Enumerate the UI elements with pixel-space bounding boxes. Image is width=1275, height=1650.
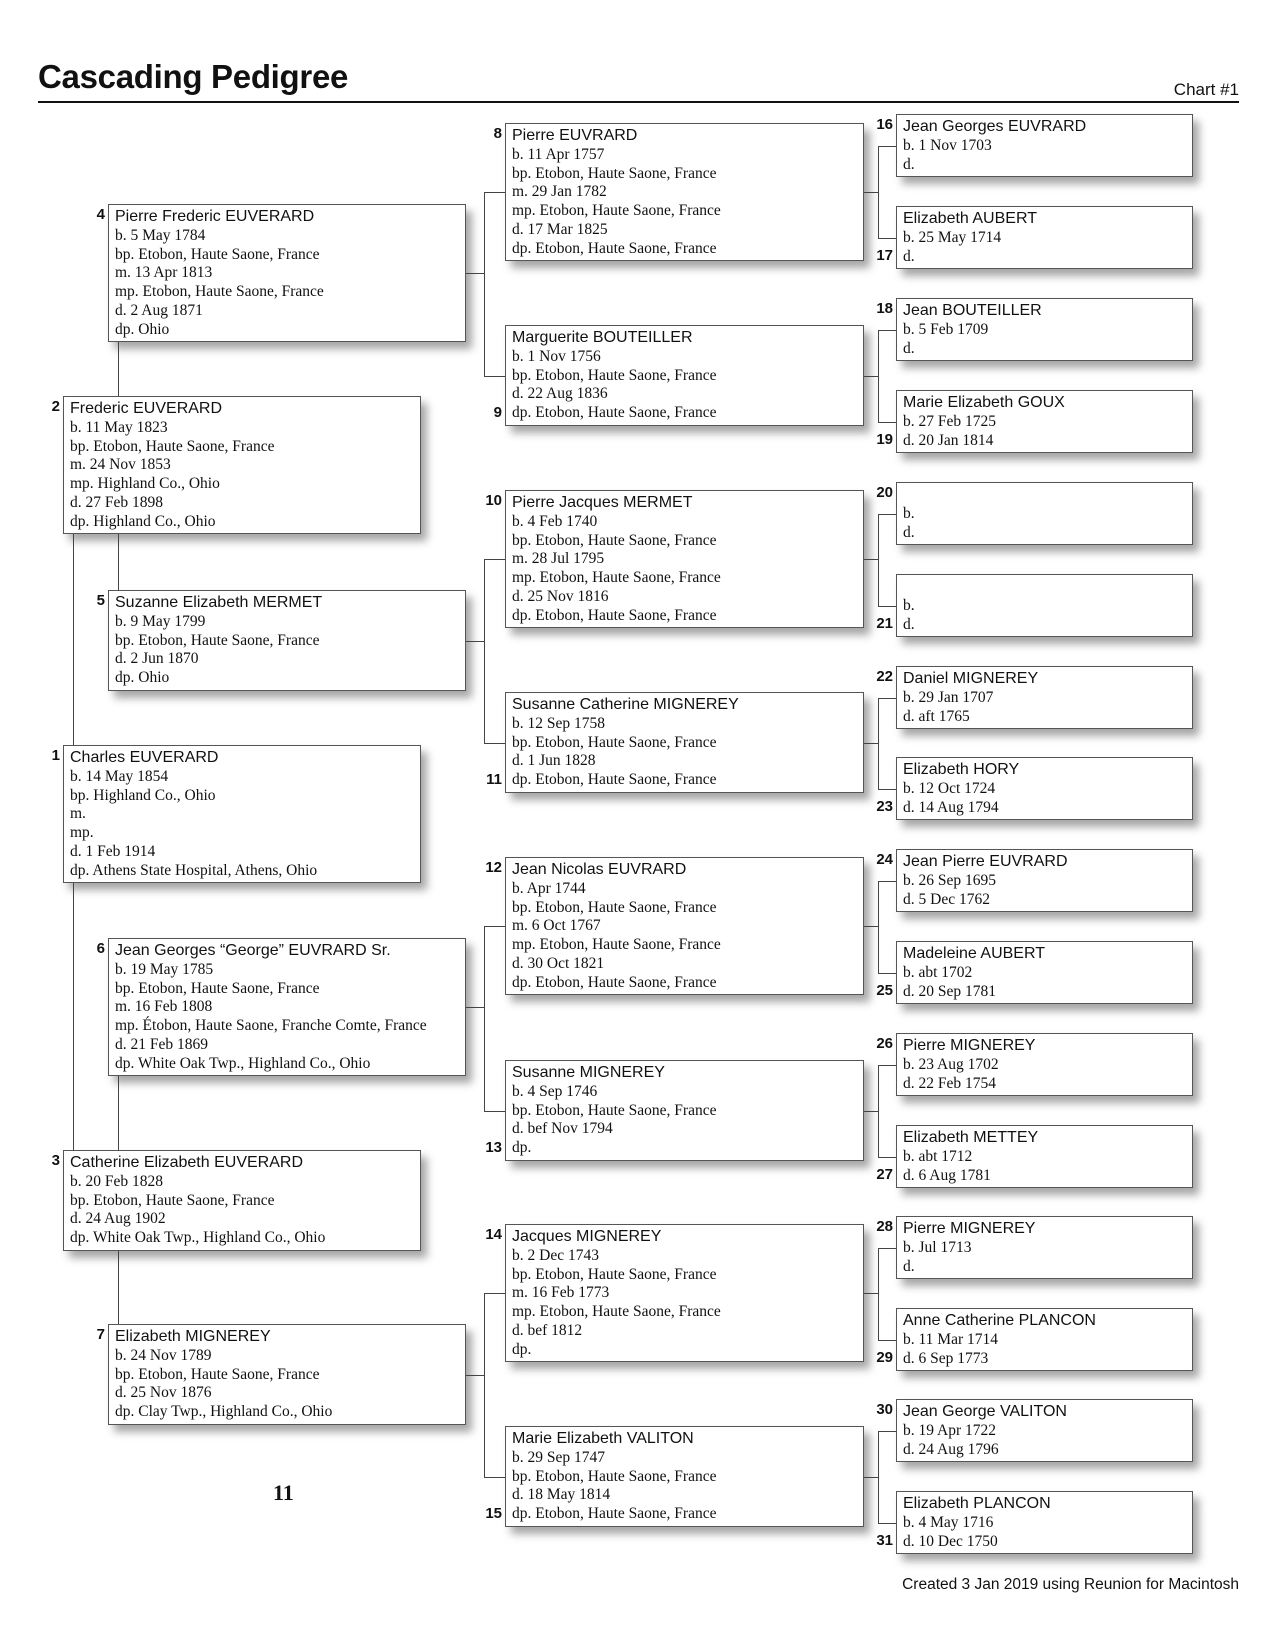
person-detail: b. 11 Mar 1714 xyxy=(903,1331,998,1348)
person-name: Anne Catherine PLANCON xyxy=(903,1312,1096,1329)
person-box-16[interactable] xyxy=(896,114,1193,177)
ahnentafel-number: 12 xyxy=(485,859,502,876)
connector-line xyxy=(878,1340,896,1341)
person-detail: b. 1 Nov 1703 xyxy=(903,137,992,154)
person-detail: d. 24 Aug 1902 xyxy=(70,1210,166,1228)
person-detail: bp. Etobon, Haute Saone, France xyxy=(115,245,320,263)
person-box-12[interactable] xyxy=(505,857,864,995)
person-detail: bp. Etobon, Haute Saone, France xyxy=(512,1265,717,1283)
ahnentafel-number: 22 xyxy=(876,668,893,685)
person-detail: dp. xyxy=(512,1139,532,1157)
connector-line xyxy=(73,883,74,1150)
person-box-10[interactable] xyxy=(505,490,864,628)
ahnentafel-number: 8 xyxy=(493,125,502,142)
connector-line xyxy=(864,926,878,927)
connector-line xyxy=(878,422,896,423)
connector-line xyxy=(878,146,896,147)
person-detail: dp. Etobon, Haute Saone, France xyxy=(512,771,717,789)
person-detail: b. 5 May 1784 xyxy=(115,227,206,244)
person-detail: d. 2 Aug 1871 xyxy=(115,301,203,319)
person-detail: b. 20 Feb 1828 xyxy=(70,1173,163,1190)
person-box-14[interactable] xyxy=(505,1224,864,1362)
title-rule xyxy=(38,101,1239,103)
person-detail: d. 21 Feb 1869 xyxy=(115,1035,208,1053)
person-detail: dp. Etobon, Haute Saone, France xyxy=(512,1505,717,1523)
ahnentafel-number: 29 xyxy=(876,1349,893,1366)
person-box-22[interactable] xyxy=(896,666,1193,729)
connector-line xyxy=(466,641,484,642)
footer-created: Created 3 Jan 2019 using Reunion for Macintosh xyxy=(902,1576,1239,1593)
person-box-19[interactable] xyxy=(896,390,1193,453)
connector-line xyxy=(118,342,119,396)
ahnentafel-number: 31 xyxy=(876,1532,893,1549)
person-detail: b. 11 Apr 1757 xyxy=(512,146,605,163)
person-detail: bp. Etobon, Haute Saone, France xyxy=(512,164,717,182)
person-detail: b. 1 Nov 1756 xyxy=(512,348,601,365)
person-detail: m. 28 Jul 1795 xyxy=(512,550,605,568)
connector-line xyxy=(878,881,896,882)
person-name: Madeleine AUBERT xyxy=(903,945,1045,962)
person-detail: bp. Etobon, Haute Saone, France xyxy=(512,366,717,384)
person-detail: dp. Etobon, Haute Saone, France xyxy=(512,606,717,624)
person-box-13[interactable] xyxy=(505,1060,864,1161)
person-detail: dp. Etobon, Haute Saone, France xyxy=(512,239,717,257)
connector-line xyxy=(484,926,485,1111)
person-detail: b. 4 May 1716 xyxy=(903,1514,994,1531)
connector-line xyxy=(484,1293,505,1294)
person-detail: b. xyxy=(903,597,915,614)
person-detail: mp. Etobon, Haute Saone, France xyxy=(512,569,721,587)
person-detail: b. 19 Apr 1722 xyxy=(903,1422,996,1439)
person-detail: d. 14 Aug 1794 xyxy=(903,798,999,816)
connector-line xyxy=(484,192,505,193)
connector-line xyxy=(466,1375,484,1376)
person-name: Marguerite BOUTEILLER xyxy=(512,329,693,346)
person-detail: d. 25 Nov 1816 xyxy=(512,587,609,605)
connector-line xyxy=(878,146,879,238)
person-name: Jean BOUTEILLER xyxy=(903,302,1042,319)
connector-line xyxy=(878,1431,896,1432)
connector-line xyxy=(878,698,879,789)
person-detail: b. 11 May 1823 xyxy=(70,419,168,436)
ahnentafel-number: 17 xyxy=(876,247,893,264)
ahnentafel-number: 19 xyxy=(876,431,893,448)
connector-line xyxy=(864,1111,878,1112)
connector-line xyxy=(484,192,485,376)
page-title: Cascading Pedigree xyxy=(38,58,349,95)
person-detail: d. 22 Feb 1754 xyxy=(903,1074,996,1092)
connector-line xyxy=(878,1157,896,1158)
connector-line xyxy=(484,559,505,560)
person-detail: mp. Étobon, Haute Saone, Franche Comte, France xyxy=(115,1017,427,1035)
person-detail: m. 6 Oct 1767 xyxy=(512,917,601,935)
connector-line xyxy=(864,743,878,744)
connector-line xyxy=(864,376,878,377)
person-detail: mp. Etobon, Haute Saone, France xyxy=(115,283,324,301)
connector-line xyxy=(878,330,896,331)
connector-line xyxy=(878,698,896,699)
person-detail: dp. Etobon, Haute Saone, France xyxy=(512,973,717,991)
person-detail: b. 4 Feb 1740 xyxy=(512,513,598,530)
person-name: Elizabeth HORY xyxy=(903,761,1020,778)
person-detail: b. 25 May 1714 xyxy=(903,229,1002,246)
connector-line xyxy=(878,789,896,790)
person-detail: d. aft 1765 xyxy=(903,707,970,725)
connector-line xyxy=(878,238,896,239)
person-box-6[interactable] xyxy=(108,938,466,1076)
person-detail: bp. Etobon, Haute Saone, France xyxy=(512,531,717,549)
connector-line xyxy=(118,1076,119,1150)
person-name: Susanne MIGNEREY xyxy=(512,1064,665,1081)
ahnentafel-number: 3 xyxy=(51,1152,60,1169)
connector-line xyxy=(484,926,505,927)
connector-line xyxy=(878,606,896,607)
ahnentafel-number: 23 xyxy=(876,798,893,815)
ahnentafel-number: 2 xyxy=(51,398,60,415)
person-name xyxy=(903,577,1186,597)
person-detail: d. 6 Sep 1773 xyxy=(903,1349,989,1367)
person-box-25[interactable] xyxy=(896,941,1193,1004)
connector-line xyxy=(878,1248,896,1249)
connector-line xyxy=(484,1293,485,1477)
person-detail: d. 24 Aug 1796 xyxy=(903,1440,999,1458)
person-name: Jean Nicolas EUVRARD xyxy=(512,861,687,878)
person-detail: b. 26 Sep 1695 xyxy=(903,872,996,889)
person-detail: b. 23 Aug 1702 xyxy=(903,1056,999,1073)
person-name: Elizabeth PLANCON xyxy=(903,1495,1051,1512)
person-detail: mp. Highland Co., Ohio xyxy=(70,475,220,493)
person-detail: b. abt 1712 xyxy=(903,1148,973,1165)
person-box-23[interactable] xyxy=(896,757,1193,820)
person-name: Marie Elizabeth GOUX xyxy=(903,394,1065,411)
connector-line xyxy=(878,1065,879,1157)
connector-line xyxy=(878,973,896,974)
page-number: 11 xyxy=(273,1480,294,1505)
connector-line xyxy=(878,1065,896,1066)
person-box-21[interactable] xyxy=(896,574,1193,637)
person-name xyxy=(903,485,1186,505)
connector-line xyxy=(484,743,505,744)
ahnentafel-number: 20 xyxy=(876,484,893,501)
person-detail: bp. Etobon, Haute Saone, France xyxy=(512,733,717,751)
person-name: Daniel MIGNEREY xyxy=(903,670,1039,687)
person-detail: d. 25 Nov 1876 xyxy=(115,1384,212,1402)
person-detail: b. 14 May 1854 xyxy=(70,768,169,785)
person-detail: bp. Etobon, Haute Saone, France xyxy=(115,631,320,649)
person-detail: dp. White Oak Twp., Highland Co., Ohio xyxy=(70,1229,326,1247)
person-box-8[interactable] xyxy=(505,123,864,261)
person-name: Pierre EUVRARD xyxy=(512,127,638,144)
person-detail: b. 29 Jan 1707 xyxy=(903,689,994,706)
person-name: Frederic EUVERARD xyxy=(70,400,223,417)
person-box-2[interactable] xyxy=(63,396,421,534)
connector-line xyxy=(878,514,879,606)
person-detail: b. xyxy=(903,505,915,522)
person-box-30[interactable] xyxy=(896,1399,1193,1462)
person-box-27[interactable] xyxy=(896,1125,1193,1188)
person-detail: bp. Etobon, Haute Saone, France xyxy=(512,1101,717,1119)
ahnentafel-number: 16 xyxy=(876,116,893,133)
person-name: Jean Georges EUVRARD xyxy=(903,118,1087,135)
ahnentafel-number: 15 xyxy=(485,1505,502,1522)
person-detail: b. 9 May 1799 xyxy=(115,613,206,630)
person-name: Jacques MIGNEREY xyxy=(512,1228,662,1245)
person-box-4[interactable] xyxy=(108,204,466,342)
person-detail: dp. Highland Co., Ohio xyxy=(70,512,216,530)
ahnentafel-number: 14 xyxy=(485,1226,502,1243)
person-name: Marie Elizabeth VALITON xyxy=(512,1430,694,1447)
ahnentafel-number: 13 xyxy=(485,1139,502,1156)
ahnentafel-number: 18 xyxy=(876,300,893,317)
person-detail: d. 1 Jun 1828 xyxy=(512,752,596,770)
person-name: Suzanne Elizabeth MERMET xyxy=(115,594,323,611)
connector-line xyxy=(466,273,484,274)
ahnentafel-number: 11 xyxy=(486,771,502,788)
person-name: Pierre MIGNEREY xyxy=(903,1220,1036,1237)
person-detail: d. 27 Feb 1898 xyxy=(70,493,163,511)
connector-line xyxy=(878,881,879,973)
person-detail: d. xyxy=(903,1257,915,1275)
person-box-5[interactable] xyxy=(108,590,466,691)
connector-line xyxy=(878,514,896,515)
person-box-7[interactable] xyxy=(108,1324,466,1425)
person-box-24[interactable] xyxy=(896,849,1193,912)
person-detail: d. xyxy=(903,247,915,265)
person-detail: m. 16 Feb 1808 xyxy=(115,998,213,1016)
person-detail: d. bef Nov 1794 xyxy=(512,1120,613,1138)
person-detail: b. Apr 1744 xyxy=(512,880,586,897)
person-detail: m. 13 Apr 1813 xyxy=(115,264,213,282)
person-name: Pierre Jacques MERMET xyxy=(512,494,693,511)
person-detail: bp. Etobon, Haute Saone, France xyxy=(512,1467,717,1485)
person-detail: dp. Etobon, Haute Saone, France xyxy=(512,404,717,422)
person-detail: d. xyxy=(903,615,915,633)
person-detail: b. 27 Feb 1725 xyxy=(903,413,996,430)
person-detail: m. xyxy=(70,805,86,823)
person-detail: mp. Etobon, Haute Saone, France xyxy=(512,1303,721,1321)
person-detail: b. Jul 1713 xyxy=(903,1239,972,1256)
ahnentafel-number: 10 xyxy=(485,492,502,509)
person-detail: dp. White Oak Twp., Highland Co., Ohio xyxy=(115,1054,371,1072)
person-name: Pierre Frederic EUVERARD xyxy=(115,208,315,225)
person-box-1[interactable] xyxy=(63,745,421,883)
person-detail: d. xyxy=(903,523,915,541)
person-box-26[interactable] xyxy=(896,1033,1193,1096)
ahnentafel-number: 21 xyxy=(876,615,893,632)
person-detail: b. 29 Sep 1747 xyxy=(512,1449,605,1466)
person-name: Jean George VALITON xyxy=(903,1403,1067,1420)
connector-line xyxy=(484,1111,505,1112)
connector-line xyxy=(878,330,879,422)
connector-line xyxy=(73,534,74,745)
connector-line xyxy=(118,534,119,590)
person-detail: bp. Etobon, Haute Saone, France xyxy=(70,437,275,455)
person-name: Charles EUVERARD xyxy=(70,749,219,766)
person-detail: m. 29 Jan 1782 xyxy=(512,183,607,201)
ahnentafel-number: 9 xyxy=(493,404,502,421)
person-detail: b. 4 Sep 1746 xyxy=(512,1083,598,1100)
person-box-15[interactable] xyxy=(505,1426,864,1527)
person-name: Pierre MIGNEREY xyxy=(903,1037,1036,1054)
person-detail: d. 20 Jan 1814 xyxy=(903,431,994,449)
person-box-9[interactable] xyxy=(505,325,864,426)
person-box-17[interactable] xyxy=(896,206,1193,269)
person-name: Elizabeth AUBERT xyxy=(903,210,1037,227)
person-detail: dp. Clay Twp., Highland Co., Ohio xyxy=(115,1403,333,1421)
person-name: Elizabeth METTEY xyxy=(903,1129,1039,1146)
connector-line xyxy=(118,1251,119,1324)
person-detail: mp. Etobon, Haute Saone, France xyxy=(512,202,721,220)
person-detail: d. 6 Aug 1781 xyxy=(903,1166,991,1184)
connector-line xyxy=(878,1431,879,1523)
ahnentafel-number: 24 xyxy=(876,851,893,868)
person-detail: b. 12 Oct 1724 xyxy=(903,780,996,797)
ahnentafel-number: 4 xyxy=(96,206,105,223)
person-detail: b. 19 May 1785 xyxy=(115,961,214,978)
ahnentafel-number: 7 xyxy=(96,1326,105,1343)
person-box-29[interactable] xyxy=(896,1308,1193,1371)
person-box-3[interactable] xyxy=(63,1150,421,1251)
person-name: Jean Georges “George” EUVRARD Sr. xyxy=(115,942,391,959)
connector-line xyxy=(878,1248,879,1340)
ahnentafel-number: 30 xyxy=(876,1401,893,1418)
person-detail: d. 17 Mar 1825 xyxy=(512,220,608,238)
person-detail: d. 22 Aug 1836 xyxy=(512,385,608,403)
person-detail: bp. Highland Co., Ohio xyxy=(70,786,216,804)
person-detail: d. 5 Dec 1762 xyxy=(903,890,990,908)
person-detail: d. 30 Oct 1821 xyxy=(512,954,605,972)
person-name: Catherine Elizabeth EUVERARD xyxy=(70,1154,303,1171)
ahnentafel-number: 26 xyxy=(876,1035,893,1052)
ahnentafel-number: 25 xyxy=(876,982,893,999)
person-detail: d. 2 Jun 1870 xyxy=(115,650,199,668)
connector-line xyxy=(484,376,505,377)
person-detail: mp. Etobon, Haute Saone, France xyxy=(512,936,721,954)
ahnentafel-number: 28 xyxy=(876,1218,893,1235)
person-detail: b. abt 1702 xyxy=(903,964,973,981)
person-detail: bp. Etobon, Haute Saone, France xyxy=(512,898,717,916)
person-detail: d. xyxy=(903,339,915,357)
connector-line xyxy=(878,1523,896,1524)
person-box-20[interactable] xyxy=(896,482,1193,545)
chart-number: Chart #1 xyxy=(1173,80,1239,99)
person-detail: dp. xyxy=(512,1340,532,1358)
ahnentafel-number: 5 xyxy=(96,592,105,609)
person-detail: dp. Ohio xyxy=(115,320,170,338)
person-detail: bp. Etobon, Haute Saone, France xyxy=(115,1365,320,1383)
connector-line xyxy=(864,559,878,560)
person-detail: b. 12 Sep 1758 xyxy=(512,715,605,732)
person-box-31[interactable] xyxy=(896,1491,1193,1554)
person-name: Jean Pierre EUVRARD xyxy=(903,853,1068,870)
person-detail: dp. Athens State Hospital, Athens, Ohio xyxy=(70,861,318,879)
person-detail: d. 18 May 1814 xyxy=(512,1486,611,1504)
person-detail: d. bef 1812 xyxy=(512,1321,583,1339)
connector-line xyxy=(864,1477,878,1478)
person-detail: dp. Ohio xyxy=(115,669,170,687)
person-detail: mp. xyxy=(70,824,94,842)
person-detail: d. xyxy=(903,155,915,173)
connector-line xyxy=(466,1007,484,1008)
person-name: Elizabeth MIGNEREY xyxy=(115,1328,271,1345)
person-name: Susanne Catherine MIGNEREY xyxy=(512,696,739,713)
person-detail: m. 16 Feb 1773 xyxy=(512,1284,610,1302)
ahnentafel-number: 6 xyxy=(96,940,105,957)
connector-line xyxy=(864,1293,878,1294)
person-detail: bp. Etobon, Haute Saone, France xyxy=(70,1191,275,1209)
person-detail: m. 24 Nov 1853 xyxy=(70,456,171,474)
person-box-18[interactable] xyxy=(896,298,1193,361)
ahnentafel-number: 1 xyxy=(51,747,60,764)
person-box-28[interactable] xyxy=(896,1216,1193,1279)
person-detail: b. 24 Nov 1789 xyxy=(115,1347,212,1364)
connector-line xyxy=(864,192,878,193)
person-detail: d. 10 Dec 1750 xyxy=(903,1532,998,1550)
person-detail: b. 2 Dec 1743 xyxy=(512,1247,599,1264)
person-detail: b. 5 Feb 1709 xyxy=(903,321,989,338)
person-detail: bp. Etobon, Haute Saone, France xyxy=(115,979,320,997)
person-detail: d. 1 Feb 1914 xyxy=(70,842,156,860)
ahnentafel-number: 27 xyxy=(876,1166,893,1183)
person-detail: d. 20 Sep 1781 xyxy=(903,982,996,1000)
connector-line xyxy=(484,1477,505,1478)
connector-line xyxy=(484,559,485,743)
person-box-11[interactable] xyxy=(505,692,864,793)
